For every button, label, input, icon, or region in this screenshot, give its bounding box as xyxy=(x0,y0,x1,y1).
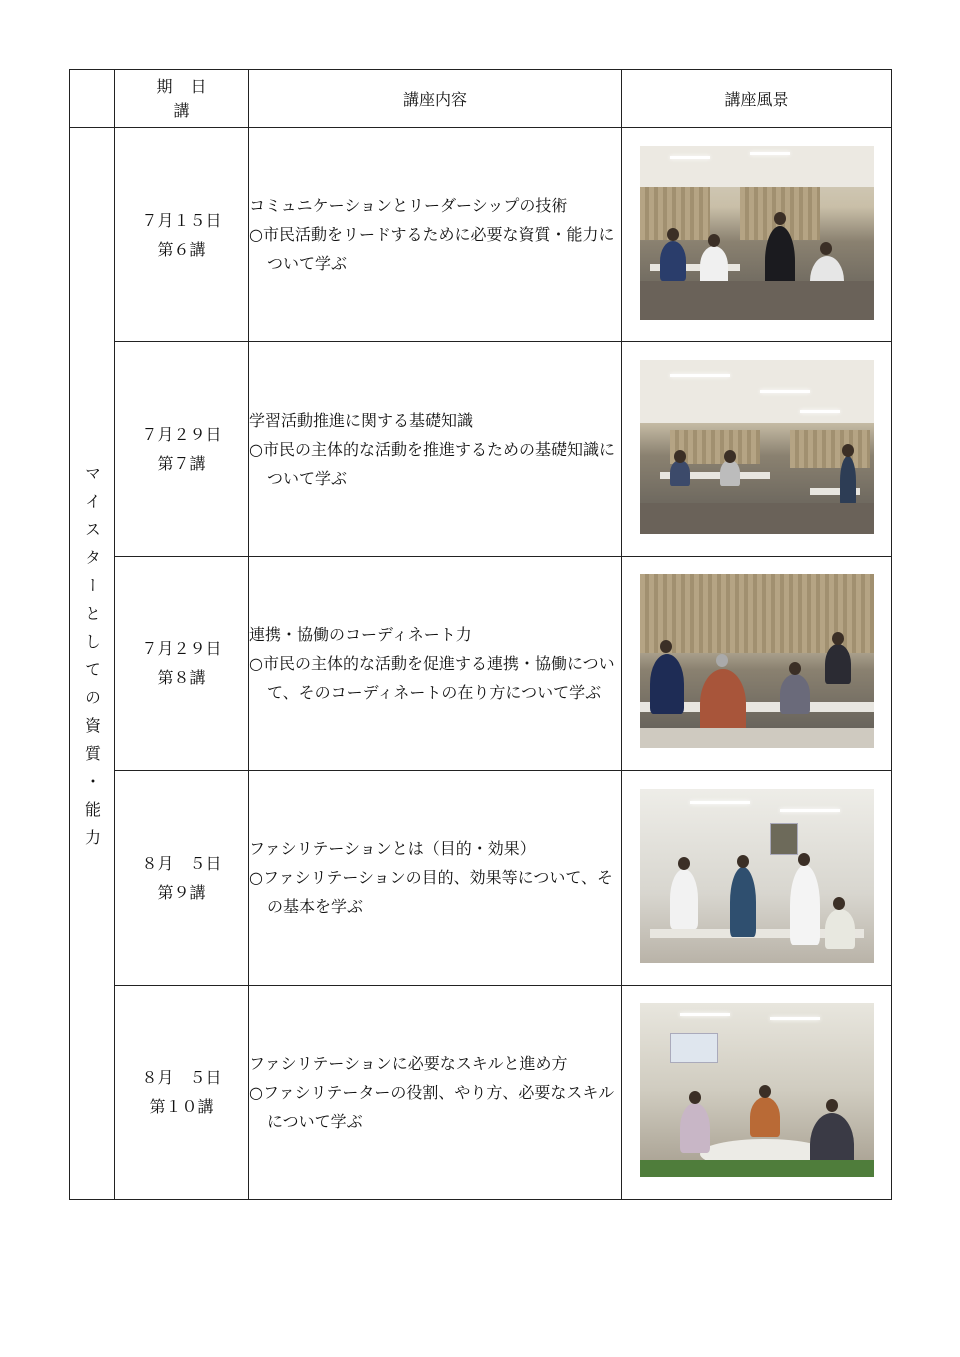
category-label: マイスターとしての資質・能力 xyxy=(82,465,102,858)
photo-cell xyxy=(622,985,892,1199)
lecture-number: 第７講 xyxy=(157,454,206,474)
lecture-date: ７月１５日 xyxy=(141,210,222,230)
header-scene: 講座風景 xyxy=(622,70,892,128)
lecture-description: ○ファシリテーションの目的、効果等について、その基本を学ぶ xyxy=(249,868,614,917)
date-cell xyxy=(115,342,249,556)
lecture-description: ○市民の主体的な活動を推進するための基礎知識について学ぶ xyxy=(249,439,615,488)
date-cell xyxy=(115,985,249,1199)
lecture-photo xyxy=(640,360,874,534)
content-cell xyxy=(249,985,622,1199)
lecture-description: ○ファシリテーターの役割、やり方、必要なスキルについて学ぶ xyxy=(249,1082,615,1131)
lecture-photo xyxy=(640,146,874,320)
table-row xyxy=(70,771,892,985)
table-header-row xyxy=(70,70,892,128)
category-cell xyxy=(70,128,115,1200)
lecture-title: ファシリテーションとは（目的・効果） xyxy=(249,839,536,859)
lecture-photo xyxy=(640,789,874,963)
table-row xyxy=(70,556,892,770)
lecture-photo xyxy=(640,574,874,748)
table-row xyxy=(70,128,892,342)
header-content: 講座内容 xyxy=(249,70,622,128)
lecture-photo xyxy=(640,1003,874,1177)
header-date xyxy=(115,70,249,128)
date-cell xyxy=(115,556,249,770)
lecture-description: ○市民活動をリードするために必要な資質・能力について学ぶ xyxy=(249,225,615,274)
header-blank-cell xyxy=(70,70,115,128)
header-date-line2: 講 xyxy=(173,100,190,120)
table-row xyxy=(70,985,892,1199)
lecture-description: ○市民の主体的な活動を促進する連携・協働について、そのコーディネートの在り方について学ぶ xyxy=(249,653,615,702)
photo-cell xyxy=(622,342,892,556)
lecture-date: ８月 ５日 xyxy=(141,853,222,873)
lecture-title: ファシリテーションに必要なスキルと進め方 xyxy=(249,1053,568,1073)
lecture-number: 第９講 xyxy=(157,882,206,902)
photo-cell xyxy=(622,128,892,342)
lecture-title: コミュニケーションとリーダーシップの技術 xyxy=(249,196,568,216)
lecture-date: ７月２９日 xyxy=(141,639,222,659)
table-row xyxy=(70,342,892,556)
lecture-title: 連携・協働のコーディネート力 xyxy=(249,624,472,644)
lecture-title: 学習活動推進に関する基礎知識 xyxy=(249,410,474,430)
content-cell xyxy=(249,342,622,556)
lecture-number: 第６講 xyxy=(157,239,206,259)
lecture-number: 第１０講 xyxy=(149,1097,214,1117)
lecture-number: 第８講 xyxy=(157,668,206,688)
photo-cell xyxy=(622,771,892,985)
header-date-line1: 期日 xyxy=(156,76,225,96)
lecture-schedule-table xyxy=(69,69,892,1200)
content-cell xyxy=(249,556,622,770)
content-cell xyxy=(249,771,622,985)
content-cell xyxy=(249,128,622,342)
lecture-date: ７月２９日 xyxy=(141,425,222,445)
photo-cell xyxy=(622,556,892,770)
date-cell xyxy=(115,771,249,985)
date-cell xyxy=(115,128,249,342)
lecture-date: ８月 ５日 xyxy=(141,1068,222,1088)
